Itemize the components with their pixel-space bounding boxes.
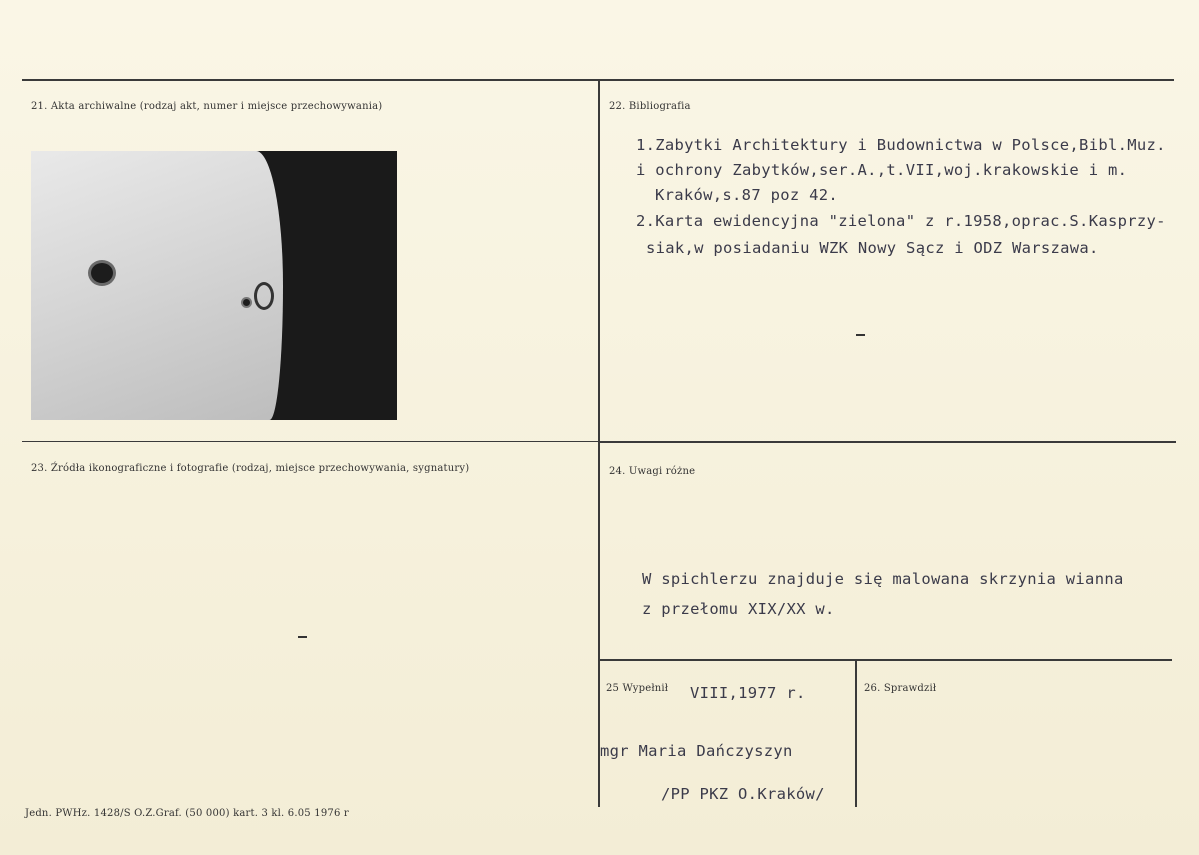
empty-dash: [298, 636, 307, 638]
photo-knot-hole: [91, 263, 113, 283]
field-24-label: 24. Uwagi różne: [609, 466, 696, 477]
bibliography-line: 1.Zabytki Architektury i Budownictwa w Polsce,Bibl.Muz.: [636, 136, 1166, 154]
field-26-label: 26. Sprawdził: [864, 683, 937, 694]
bibliography-line: Kraków,s.87 poz 42.: [655, 186, 839, 204]
photo-iron-ring: [254, 282, 274, 310]
bibliography-line: i ochrony Zabytków,ser.A.,t.VII,woj.krakowskie i m.: [636, 161, 1128, 179]
middle-rule-right: [600, 441, 1176, 443]
signature-rule: [600, 659, 1172, 661]
photo-wall: [31, 151, 283, 420]
field-23-label: 23. Źródła ikonograficzne i fotografie (rodzaj, miejsce przechowywania, sygnatury): [31, 463, 470, 474]
filled-date: VIII,1977 r.: [690, 684, 806, 702]
middle-rule-left: [22, 441, 598, 442]
empty-dash: [856, 334, 865, 336]
field-25-label: 25 Wypełnił: [606, 683, 669, 694]
field-21-label: 21. Akta archiwalne (rodzaj akt, numer i miejsce przechowywania): [31, 101, 383, 112]
print-footer: Jedn. PWHz. 1428/S O.Z.Graf. (50 000) kart. 3 kl. 6.05 1976 r: [25, 808, 349, 819]
filled-by-name: mgr Maria Dańczyszyn: [600, 742, 793, 760]
photo-small-hole: [243, 299, 250, 306]
bibliography-line: siak,w posiadaniu WZK Nowy Sącz i ODZ Warszawa.: [646, 239, 1099, 257]
center-divider: [598, 80, 600, 807]
filled-by-org: /PP PKZ O.Kraków/: [661, 785, 825, 803]
signature-divider: [855, 660, 857, 807]
field-22-label: 22. Bibliografia: [609, 101, 691, 112]
remarks-line: z przełomu XIX/XX w.: [642, 600, 835, 618]
archival-photo: [31, 151, 397, 420]
bibliography-line: 2.Karta ewidencyjna "zielona" z r.1958,oprac.S.Kasprzy-: [636, 212, 1166, 230]
remarks-line: W spichlerzu znajduje się malowana skrzynia wianna: [642, 570, 1124, 588]
